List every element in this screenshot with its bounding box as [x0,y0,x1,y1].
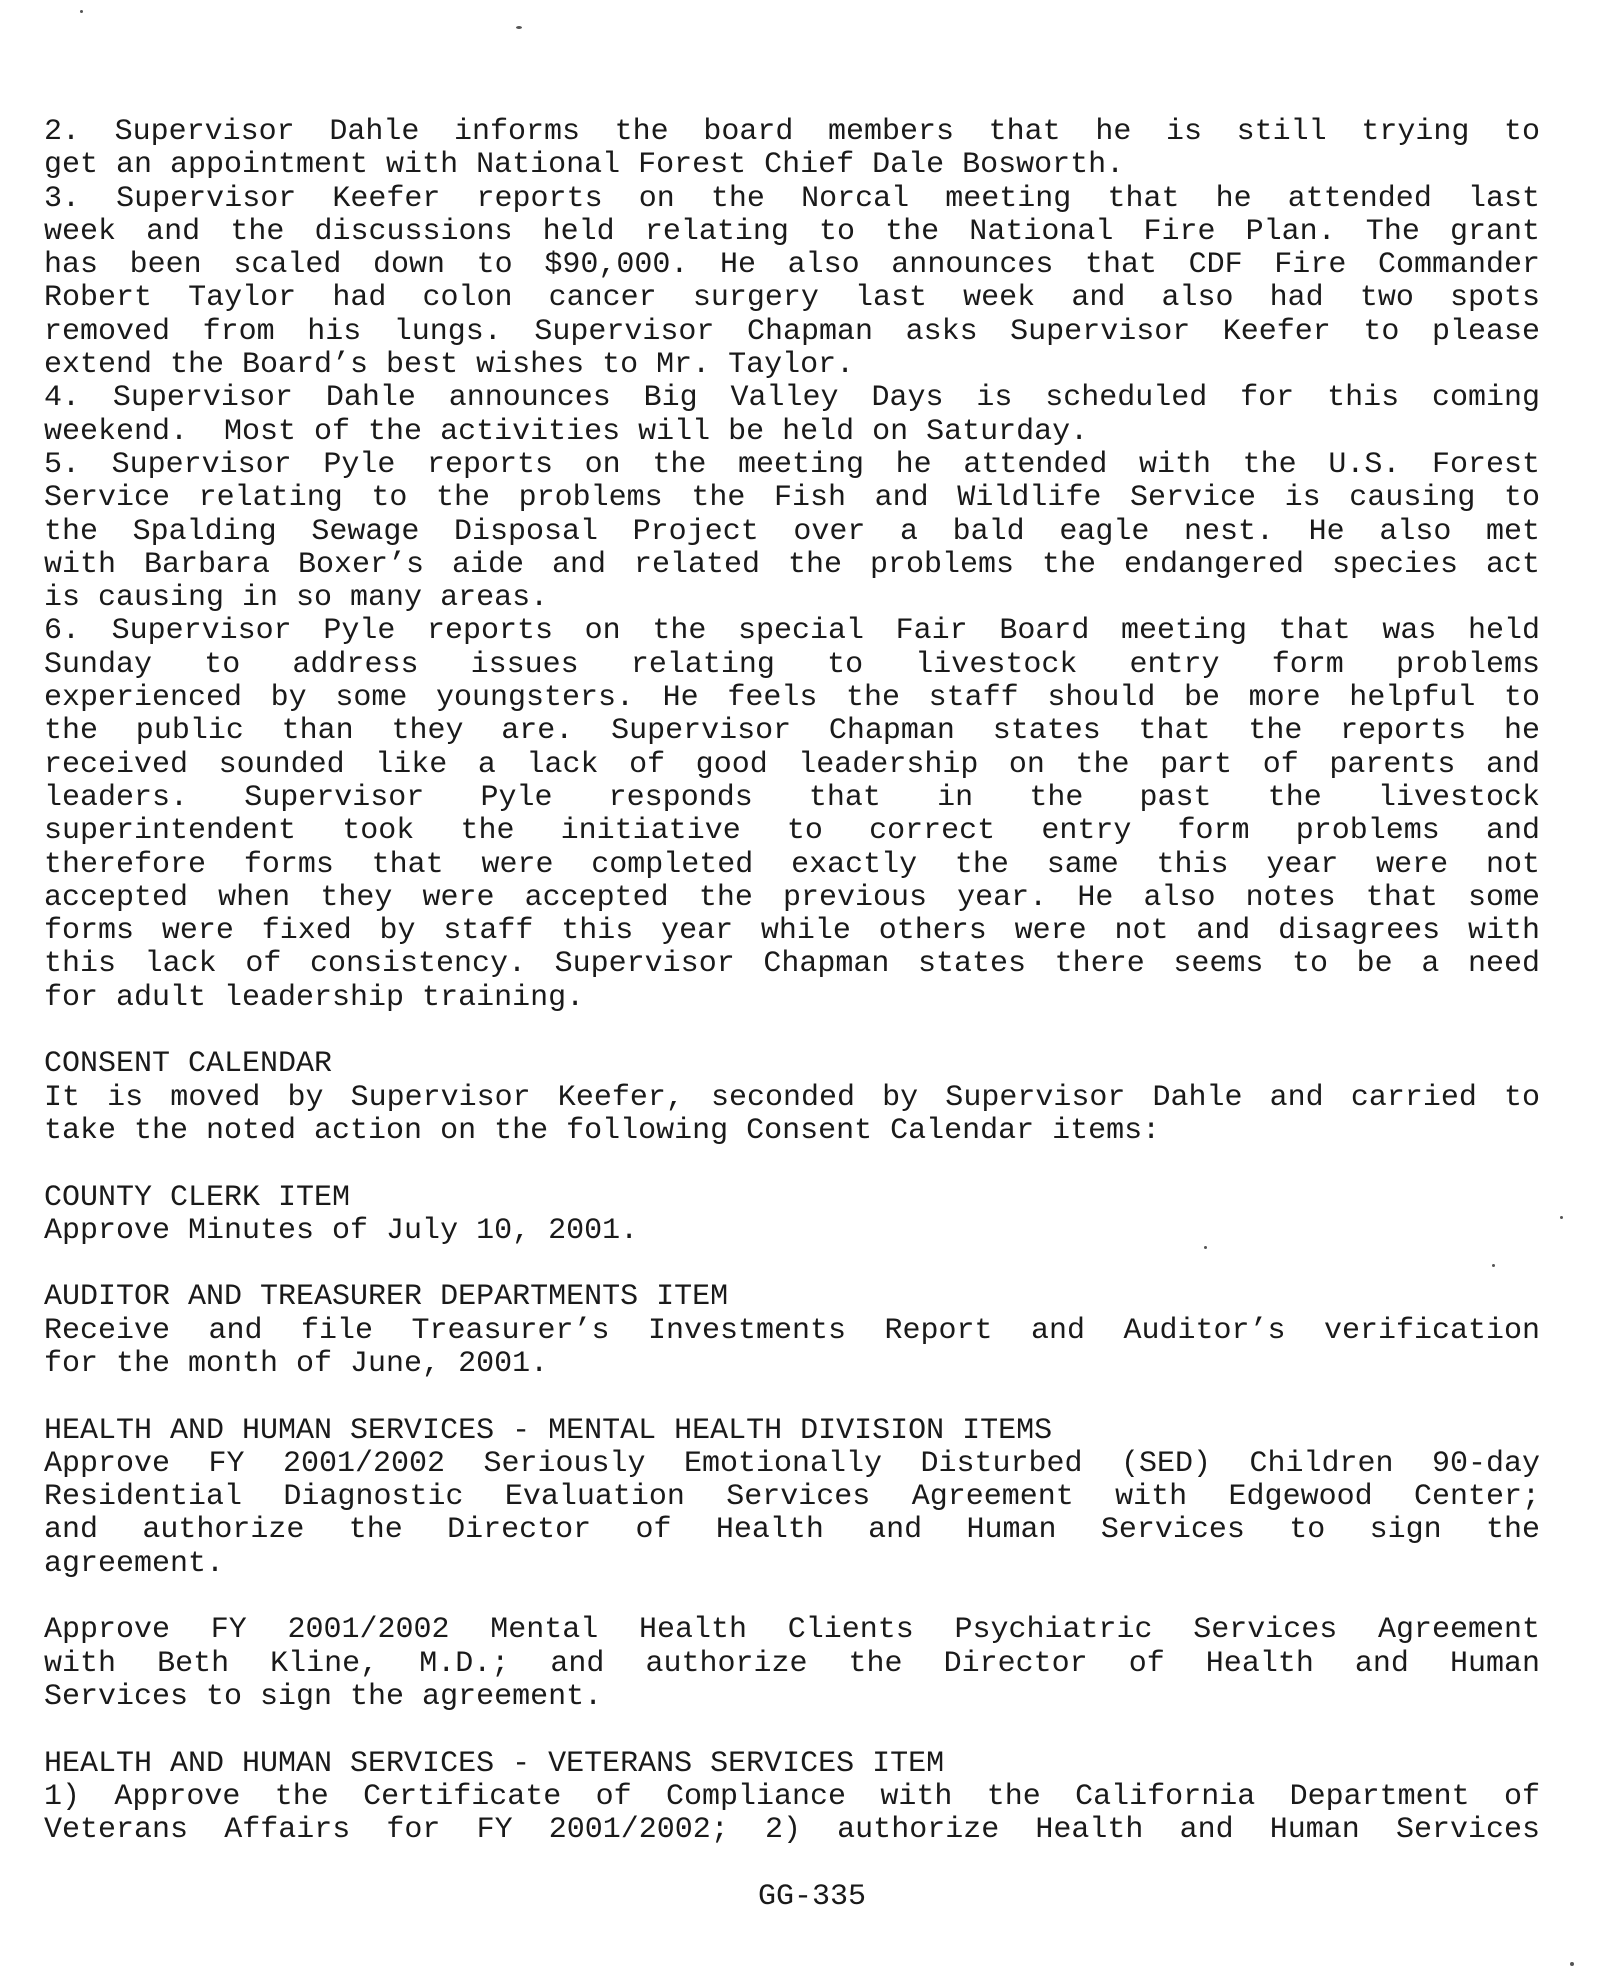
report-item-2 [44,116,1540,183]
scan-speck [516,26,522,29]
text-line: Approve FY 2001/2002 Mental Health Clients Psychiatric Services Agreement [44,1613,1540,1648]
text-line: therefore forms that were completed exactly the same this year were not [44,847,1540,882]
text-line: Services to sign the agreement. [44,1679,603,1714]
section-heading: HEALTH AND HUMAN SERVICES - VETERANS SERVICES ITEM [44,1746,945,1781]
spacer [44,1381,1540,1414]
report-item-4 [44,382,1540,449]
text-line: leaders. Supervisor Pyle responds that in the past the livestock [44,780,1540,815]
text-line: superintendent took the initiative to correct entry form problems and [44,814,1540,849]
text-line: 4. Supervisor Dahle announces Big Valley Days is scheduled for this coming [44,381,1540,416]
text-line: It is moved by Supervisor Keefer, seconded by Supervisor Dahle and carried to [44,1080,1540,1115]
spacer [44,1714,1540,1747]
text-line: with Beth Kline, M.D.; and authorize the Director of Health and Human [44,1646,1540,1681]
text-line: extend the Board’s best wishes to Mr. Taylor. [44,348,855,383]
page-number: GG-335 [757,1880,867,1914]
text-line: week and the discussions held relating to the National Fire Plan. The grant [44,214,1540,249]
scan-speck [80,10,83,13]
auditor-treasurer-section [44,1281,1540,1381]
text-line: accepted when they were accepted the previous year. He also notes that some [44,880,1540,915]
text-line: this lack of consistency. Supervisor Chapman states there seems to be a need [44,947,1540,982]
text-line: Residential Diagnostic Evaluation Services Agreement with Edgewood Center; [44,1480,1540,1515]
text-line: Sunday to address issues relating to livestock entry form problems [44,647,1540,682]
scan-speck [1560,1216,1563,1219]
text-line: for adult leadership training. [44,980,585,1015]
text-line: Robert Taylor had colon cancer surgery last week and also had two spots [44,281,1540,316]
text-line: Approve FY 2001/2002 Seriously Emotionally Disturbed (SED) Children 90-day [44,1446,1540,1481]
spacer [44,1581,1540,1614]
text-line: removed from his lungs. Supervisor Chapman asks Supervisor Keefer to please [44,314,1540,349]
text-line: the public than they are. Supervisor Chapman states that the reports he [44,714,1540,749]
section-heading: CONSENT CALENDAR [44,1047,333,1082]
veterans-section [44,1748,1540,1848]
scan-speck [1570,1962,1574,1966]
report-item-6 [44,615,1540,1015]
text-line: Service relating to the problems the Fish and Wildlife Service is causing to [44,481,1540,516]
spacer [44,1148,1540,1181]
text-line: agreement. [44,1546,225,1581]
text-line: experienced by some youngsters. He feels the staff should be more helpful to [44,681,1540,716]
text-line: Veterans Affairs for FY 2001/2002; 2) authorize Health and Human Services [44,1813,1540,1848]
spacer [44,1015,1540,1048]
spacer [44,1248,1540,1281]
consent-calendar-section [44,1048,1540,1148]
section-heading: HEALTH AND HUMAN SERVICES - MENTAL HEALTH DIVISION ITEMS [44,1413,1053,1448]
report-item-5 [44,449,1540,615]
document-body [44,116,1540,1847]
text-line: 2. Supervisor Dahle informs the board members that he is still trying to [44,115,1540,149]
text-line: for the month of June, 2001. [44,1346,549,1381]
text-line: forms were fixed by staff this year while others were not and disagrees with [44,914,1540,949]
text-line: Approve Minutes of July 10, 2001. [44,1213,639,1248]
text-line: is causing in so many areas. [44,581,549,616]
section-heading: AUDITOR AND TREASURER DEPARTMENTS ITEM [44,1280,729,1315]
text-line: 5. Supervisor Pyle reports on the meeting he attended with the U.S. Forest [44,447,1540,482]
text-line: the Spalding Sewage Disposal Project over a bald eagle nest. He also met [44,514,1540,549]
text-line: 6. Supervisor Pyle reports on the special Fair Board meeting that was held [44,614,1540,649]
mental-health-section [44,1415,1540,1715]
text-line: Receive and file Treasurer’s Investments Report and Auditor’s verification [44,1313,1540,1348]
text-line: weekend. Most of the activities will be held on Saturday. [44,414,1089,449]
text-line: received sounded like a lack of good leadership on the part of parents and [44,747,1540,782]
report-item-3 [44,183,1540,383]
text-line: and authorize the Director of Health and Human Services to sign the [44,1513,1540,1548]
text-line: take the noted action on the following Consent Calendar items: [44,1113,1161,1148]
text-line: 1) Approve the Certificate of Compliance with the California Department of [44,1779,1540,1814]
text-line: with Barbara Boxer’s aide and related the problems the endangered species act [44,547,1540,582]
county-clerk-section [44,1182,1540,1249]
text-line: get an appointment with National Forest Chief Dale Bosworth. [44,148,1125,183]
section-heading: COUNTY CLERK ITEM [44,1180,351,1215]
text-line: 3. Supervisor Keefer reports on the Norcal meeting that he attended last [44,181,1540,216]
text-line: has been scaled down to $90,000. He also announces that CDF Fire Commander [44,248,1540,283]
